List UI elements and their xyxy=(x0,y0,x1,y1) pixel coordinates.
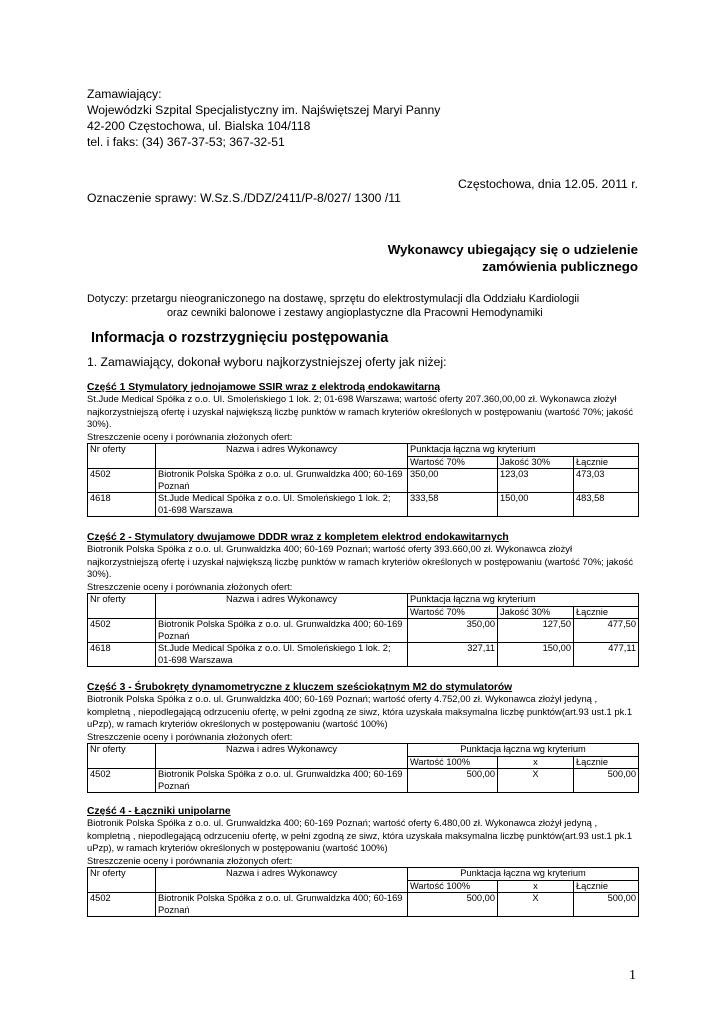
contractor-name: Biotronik Polska Spółka z o.o. ul. Grunwaldzka 400; 60-169 Poznań xyxy=(156,893,408,917)
recipient-line1: Wykonawcy ubiegający się o udzielenie xyxy=(387,242,638,257)
offer-number: 4502 xyxy=(88,469,156,493)
header-nr: Nr oferty xyxy=(88,594,156,619)
header-quality: Jakość 30% xyxy=(498,456,574,469)
section-1 xyxy=(87,382,639,517)
table-row xyxy=(88,619,639,643)
section-body: Biotronik Polska Spółka z o.o. ul. Grunwaldzka 400; 60-169 Poznań; wartość oferty 6.480,00 zł. Wykonawca złożył jedyną , kompletną , niepodlegającą odrzuceniu ofertę, w pełni zgodną ze siwz, która uzyskała maksymalna liczbę punktów(art.93 ust.1 pk.1 uPzp), w ramach kryteriów określonych w postępowaniu (wartość 100%) xyxy=(87,817,633,853)
score-total: 500,00 xyxy=(574,893,639,917)
case-reference: Oznaczenie sprawy: W.Sz.S./DDZ/2411/P-8/027/ 1300 /11 xyxy=(87,191,401,205)
results-table xyxy=(87,443,639,517)
summary-label: Streszczenie oceny i porównania złożonych ofert: xyxy=(87,430,293,442)
contractor-name: St.Jude Medical Spółka z o.o. Ul. Smoleńskiego 1 lok. 2; 01-698 Warszawa xyxy=(156,643,408,667)
section-title: Część 4 - Łączniki unipolarne xyxy=(87,806,231,817)
score-value: 350,00 xyxy=(408,619,498,643)
point-1: 1. Zamawiający, dokonał wyboru najkorzystniejszej oferty jak niżej: xyxy=(87,355,447,369)
contracting-authority xyxy=(87,86,440,150)
table-row xyxy=(88,493,639,517)
section-4 xyxy=(87,806,639,917)
score-value: 500,00 xyxy=(408,893,498,917)
header-value: Wartość 100% xyxy=(408,880,498,893)
recipient xyxy=(388,241,638,275)
offer-number: 4502 xyxy=(88,769,156,793)
header-x: x xyxy=(498,880,574,893)
score-total: 477,50 xyxy=(574,619,639,643)
subject-line2: oraz cewniki balonowe i zestawy angioplastyczne dla Pracowni Hemodynamiki xyxy=(167,307,543,319)
header-value: Wartość 100% xyxy=(408,756,498,769)
section-title: Część 1 Stymulatory jednojamowe SSIR wraz z elektrodą endokawitarną xyxy=(87,382,441,393)
recipient-line2: zamówienia publicznego xyxy=(482,259,638,274)
score-value: 350,00 xyxy=(408,469,498,493)
header-total: Łącznie xyxy=(574,880,639,893)
header-total: Łącznie xyxy=(574,456,639,469)
offer-number: 4502 xyxy=(88,619,156,643)
score-value: 500,00 xyxy=(408,769,498,793)
section-title: Część 3 - Śrubokręty dynamometryczne z kluczem sześciokątnym M2 do stymulatorów xyxy=(87,682,513,693)
header-name: Nazwa i adres Wykonawcy xyxy=(156,868,408,893)
section-2 xyxy=(87,532,639,667)
header-label: Zamawiający: xyxy=(87,87,162,101)
summary-label: Streszczenie oceny i porównania złożonych ofert: xyxy=(87,854,293,866)
section-title: Część 2 - Stymulatory dwujamowe DDDR wraz z kompletem elektrod endokawitarnych xyxy=(87,532,509,543)
score-quality: 123,03 xyxy=(498,469,574,493)
header-nr: Nr oferty xyxy=(88,744,156,769)
results-table xyxy=(87,593,639,667)
header-total: Łącznie xyxy=(574,606,639,619)
score-x: X xyxy=(498,893,574,917)
hospital-address: 42-200 Częstochowa, ul. Bialska 104/118 xyxy=(87,119,311,133)
header-nr: Nr oferty xyxy=(88,444,156,469)
score-quality: 150,00 xyxy=(498,493,574,517)
page-number: 1 xyxy=(629,968,636,983)
header-group: Punktacja łączna wg kryterium xyxy=(408,444,639,457)
section-body: St.Jude Medical Spółka z o.o. Ul. Smoleńskiego 1 lok. 2; 01-698 Warszawa; wartość oferty 207.360,00,00 zł. Wykonawca złożył najkorzystniejszą ofertę i uzyskał największą liczbę punktów w ramach kryteriów określonych w postępowaniu (wartość 70%; jakość 30%). xyxy=(87,393,634,429)
contractor-name: Biotronik Polska Spółka z o.o. ul. Grunwaldzka 400; 60-169 Poznań xyxy=(156,469,408,493)
score-value: 327,11 xyxy=(408,643,498,667)
table-row xyxy=(88,769,639,793)
offer-number: 4618 xyxy=(88,643,156,667)
offer-number: 4618 xyxy=(88,493,156,517)
score-quality: 127,50 xyxy=(498,619,574,643)
hospital-name: Wojewódzki Szpital Specjalistyczny im. Najświętszej Maryi Panny xyxy=(87,103,441,117)
header-value: Wartość 70% xyxy=(408,456,498,469)
header-x: x xyxy=(498,756,574,769)
hospital-phone: tel. i faks: (34) 367-37-53; 367-32-51 xyxy=(87,135,285,149)
header-group: Punktacja łączna wg kryterium xyxy=(408,868,639,881)
score-total: 500,00 xyxy=(574,769,639,793)
section-body: Biotronik Polska Spółka z o.o. ul. Grunwaldzka 400; 60-169 Poznań; wartość oferty 393.660,00 zł. Wykonawca złożył najkorzystniejszą ofertę i uzyskał największą liczbę punktów w ramach kryteriów określonych w postępowaniu (wartość 70%; jakość 30%). xyxy=(87,543,634,579)
header-group: Punktacja łączna wg kryterium xyxy=(408,594,639,607)
results-table xyxy=(87,743,639,793)
score-total: 483,58 xyxy=(574,493,639,517)
score-value: 333,58 xyxy=(408,493,498,517)
header-nr: Nr oferty xyxy=(88,868,156,893)
header-name: Nazwa i adres Wykonawcy xyxy=(156,594,408,619)
contractor-name: Biotronik Polska Spółka z o.o. ul. Grunwaldzka 400; 60-169 Poznań xyxy=(156,619,408,643)
table-row xyxy=(88,893,639,917)
results-table xyxy=(87,867,639,917)
document-date: Częstochowa, dnia 12.05. 2011 r. xyxy=(458,177,638,191)
summary-label: Streszczenie oceny i porównania złożonych ofert: xyxy=(87,580,293,592)
table-row xyxy=(88,643,639,667)
score-x: X xyxy=(498,769,574,793)
contractor-name: Biotronik Polska Spółka z o.o. ul. Grunwaldzka 400; 60-169 Poznań xyxy=(156,769,408,793)
section-body: Biotronik Polska Spółka z o.o. ul. Grunwaldzka 400; 60-169 Poznań; wartość oferty 4.752,00 zł. Wykonawca złożył jedyną , kompletną , niepodlegającą odrzuceniu ofertę, w pełni zgodną ze siwz, która uzyskała maksymalna liczbę punktów(art.93 ust.1 pk.1 uPzp), w ramach kryteriów określonych w postępowaniu (wartość 100%) xyxy=(87,693,633,729)
header-quality: Jakość 30% xyxy=(498,606,574,619)
summary-label: Streszczenie oceny i porównania złożonych ofert: xyxy=(87,730,293,742)
subject-line1: Dotyczy: przetargu nieograniczonego na dostawę, sprzętu do elektrostymulacji dla Oddziału Kardiologii xyxy=(87,293,580,305)
score-total: 477,11 xyxy=(574,643,639,667)
header-total: Łącznie xyxy=(574,756,639,769)
section-3 xyxy=(87,682,639,793)
header-name: Nazwa i adres Wykonawcy xyxy=(156,444,408,469)
header-value: Wartość 70% xyxy=(408,606,498,619)
offer-number: 4502 xyxy=(88,893,156,917)
subject xyxy=(87,292,579,320)
table-row xyxy=(88,469,639,493)
score-quality: 150,00 xyxy=(498,643,574,667)
contractor-name: St.Jude Medical Spółka z o.o. Ul. Smoleńskiego 1 lok. 2; 01-698 Warszawa xyxy=(156,493,408,517)
header-name: Nazwa i adres Wykonawcy xyxy=(156,744,408,769)
info-title: Informacja o rozstrzygnięciu postępowania xyxy=(91,330,389,346)
score-total: 473,03 xyxy=(574,469,639,493)
header-group: Punktacja łączna wg kryterium xyxy=(408,744,639,757)
